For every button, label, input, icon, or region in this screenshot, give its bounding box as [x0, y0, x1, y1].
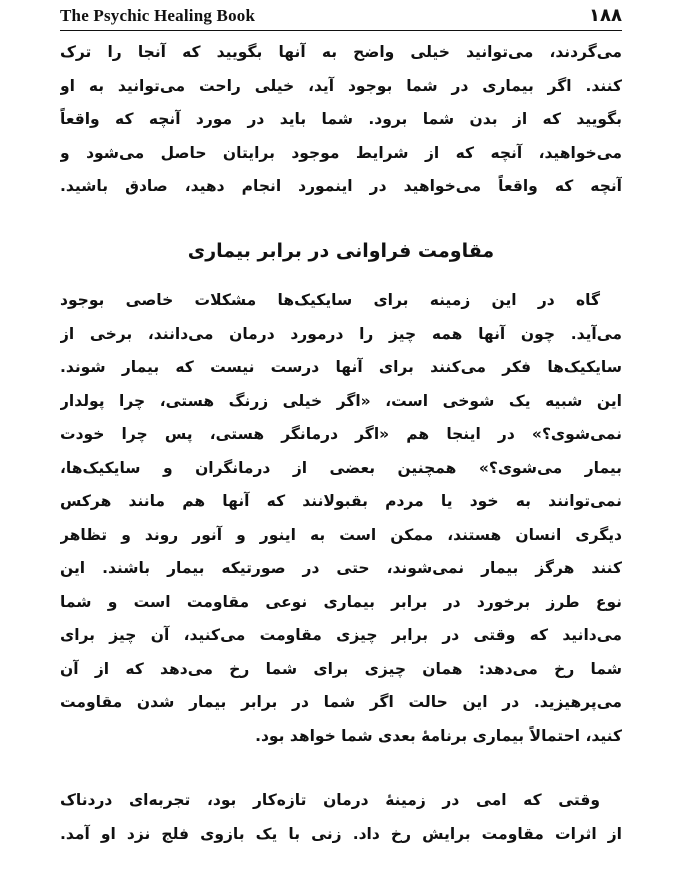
text-line: شما رخ می‌دهد: همان چیزی برای شما رخ می‌دهد که از آن [60, 659, 622, 678]
text-line: می‌خواهید، آنچه که از شرایط موجود برایتان حاصل می‌شود و [60, 143, 622, 162]
text-line: نمی‌توانند به خود یا مردم بقبولانند که آنها هم مانند هرکس [60, 492, 622, 510]
text-line: نمی‌شوی؟» در اینجا هم «اگر درمانگر هستی، پس چرا خودت [60, 425, 622, 443]
paragraph-2 [60, 284, 622, 753]
text-line: دیگری انسان هستند، ممکن است به اینور و آنور روند و تظاهر [60, 525, 622, 544]
text-line: نوع طرز برخورد در برابر بیماری نوعی مقاومت است و شما [60, 592, 622, 611]
text-line: کنند. اگر بیماری در شما بوجود آید، خیلی راحت می‌توانید به او [60, 76, 622, 95]
paragraph-3 [60, 784, 622, 851]
text-line: این شبیه یک شوخی است، «اگر خیلی زرنگ هستی، چرا پولدار [60, 391, 622, 410]
text-line: از اثرات مقاومت برایش رخ داد. زنی با یک بازوی فلج نزد او آمد. [60, 824, 622, 843]
text-line: وقتی که امی در زمینهٔ درمان تازه‌کار بود، تجربه‌ای دردناک [60, 791, 600, 809]
text-line: می‌پرهیزید. در این حالت اگر شما در برابر بیمار شدن مقاومت [60, 693, 622, 711]
text-line: کنند هرگز بیمار نمی‌شوند، حتی در صورتیکه بیمار باشند. این [60, 559, 622, 577]
text-line: سایکیک‌ها فکر می‌کنند برای آنها درست نیست که بیمار شوند. [60, 358, 622, 376]
text-line: می‌دانید که وقتی در برابر چیزی مقاومت می‌کنید، آن چیز برای [60, 626, 622, 644]
page-number: ۱۸۸ [589, 5, 622, 26]
text-line: بیمار می‌شوی؟» همچنین بعضی از درمانگران و سایکیک‌ها، [60, 458, 622, 477]
paragraph-1 [60, 36, 622, 204]
page-header [60, 4, 622, 31]
section-heading: مقاومت فراوانی در برابر بیماری [187, 240, 495, 262]
text-line: بگویید که از بدن شما برود. شما باید در مورد آنچه که واقعاً [60, 110, 622, 128]
book-title: The Psychic Healing Book [60, 6, 256, 25]
text-line: گاه در این زمینه برای سایکیک‌ها مشکلات خاصی بوجود [60, 291, 600, 309]
text-line: کنید، احتمالاً بیماری برنامهٔ بعدی شما خواهد بود. [255, 726, 622, 745]
text-line: آنچه که واقعاً می‌خواهید در اینمورد انجام دهید، صادق باشید. [60, 177, 622, 195]
text-line: می‌گردند، می‌توانید خیلی واضح به آنها بگویید که آنجا را ترک [60, 43, 622, 61]
text-line: می‌آید. چون آنها همه چیز را درمورد درمان می‌دانند، برخی از [60, 324, 622, 343]
